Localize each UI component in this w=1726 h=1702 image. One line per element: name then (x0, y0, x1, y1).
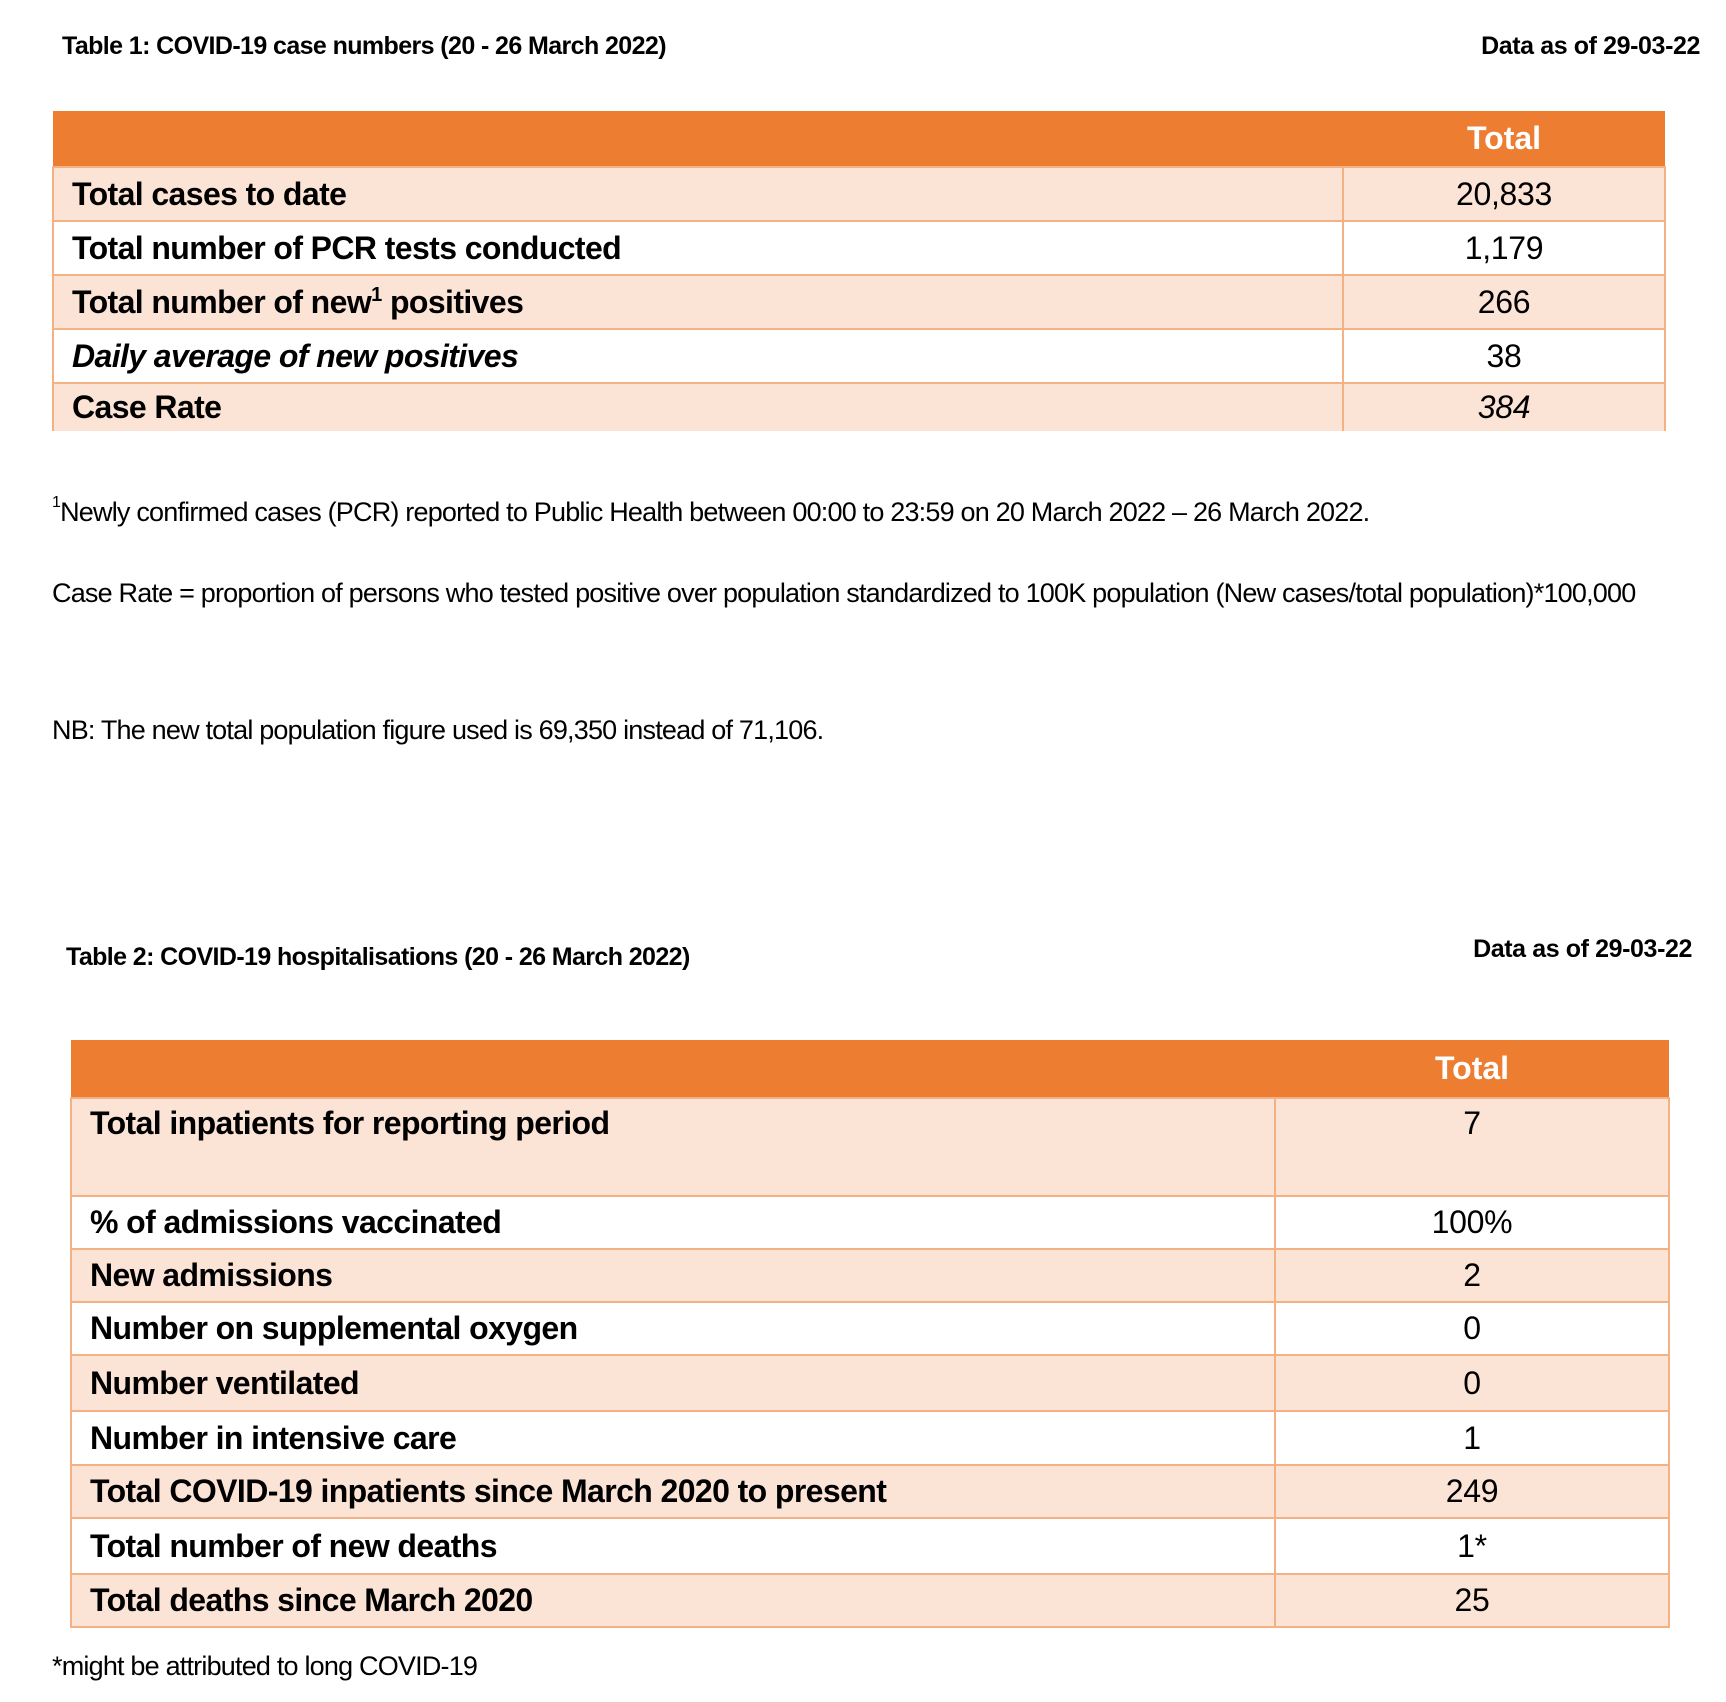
row-label: Total COVID-19 inpatients since March 2020 to present (71, 1465, 1275, 1518)
table2-hospitalisations (70, 1040, 1670, 1628)
table-row (71, 1518, 1669, 1574)
row-label: Total cases to date (53, 167, 1343, 221)
row-value: 100% (1275, 1196, 1669, 1249)
footnote-text: Newly confirmed cases (PCR) reported to Public Health between 00:00 to 23:59 on 20 March 2022 – 26 March 2022. (60, 497, 1370, 527)
row-label: Total inpatients for reporting period (71, 1098, 1275, 1196)
table-row (71, 1302, 1669, 1355)
row-value: 1* (1275, 1518, 1669, 1574)
row-value: 249 (1275, 1465, 1669, 1518)
row-value: 0 (1275, 1355, 1669, 1411)
case-rate-definition: Case Rate = proportion of persons who tested positive over population standardized to 100K population (New cases/total population)*100,000 (52, 578, 1636, 608)
table1-header-row (53, 111, 1665, 167)
table-row (71, 1411, 1669, 1465)
row-label: Number ventilated (71, 1355, 1275, 1411)
table-row (53, 329, 1665, 383)
row-value: 2 (1275, 1249, 1669, 1302)
table2-data-as-of: Data as of 29-03-22 (1473, 935, 1692, 963)
table2-footnote: *might be attributed to long COVID-19 (52, 1651, 478, 1681)
row-value: 0 (1275, 1302, 1669, 1355)
footnote-marker: 1 (52, 494, 61, 511)
table-row (53, 383, 1665, 431)
table1-header-label-cell (53, 111, 1343, 167)
row-value: 266 (1343, 275, 1665, 329)
row-value: 38 (1343, 329, 1665, 383)
table2-caption: Table 2: COVID-19 hospitalisations (20 - 26 March 2022) (66, 943, 690, 971)
row-label: Daily average of new positives (53, 329, 1343, 383)
row-value: 25 (1275, 1574, 1669, 1627)
row-value: 20,833 (1343, 167, 1665, 221)
row-value: 384 (1343, 383, 1665, 431)
table2-header-row (71, 1040, 1669, 1098)
table1-footnote (52, 480, 1369, 535)
table-row (53, 275, 1665, 329)
table-row (71, 1249, 1669, 1302)
table1-caption: Table 1: COVID-19 case numbers (20 - 26 March 2022) (62, 32, 666, 60)
row-value: 1,179 (1343, 221, 1665, 275)
table-row (71, 1355, 1669, 1411)
table-row (71, 1574, 1669, 1627)
table1-data-as-of: Data as of 29-03-22 (1481, 32, 1700, 60)
table-row (71, 1465, 1669, 1518)
row-value: 7 (1275, 1098, 1669, 1196)
table-row (53, 221, 1665, 275)
table1-case-numbers (52, 111, 1666, 431)
footnote-ref-1: 1 (371, 283, 382, 306)
population-note: NB: The new total population figure used is 69,350 instead of 71,106. (52, 715, 824, 745)
row-label: New admissions (71, 1249, 1275, 1302)
table-row (53, 167, 1665, 221)
row-label-text: Total number of new (72, 283, 372, 320)
row-label (53, 275, 1343, 329)
table2-header-total: Total (1275, 1040, 1669, 1098)
row-label: % of admissions vaccinated (71, 1196, 1275, 1249)
row-label: Number in intensive care (71, 1411, 1275, 1465)
row-label-text-rest: positives (381, 283, 524, 320)
row-label: Case Rate (53, 383, 1343, 431)
row-label: Total deaths since March 2020 (71, 1574, 1275, 1627)
row-value: 1 (1275, 1411, 1669, 1465)
row-label: Number on supplemental oxygen (71, 1302, 1275, 1355)
table1-header-total: Total (1343, 111, 1665, 167)
table2-header-label-cell (71, 1040, 1275, 1098)
table-row (71, 1196, 1669, 1249)
row-label: Total number of PCR tests conducted (53, 221, 1343, 275)
table-row (71, 1098, 1669, 1196)
row-label: Total number of new deaths (71, 1518, 1275, 1574)
